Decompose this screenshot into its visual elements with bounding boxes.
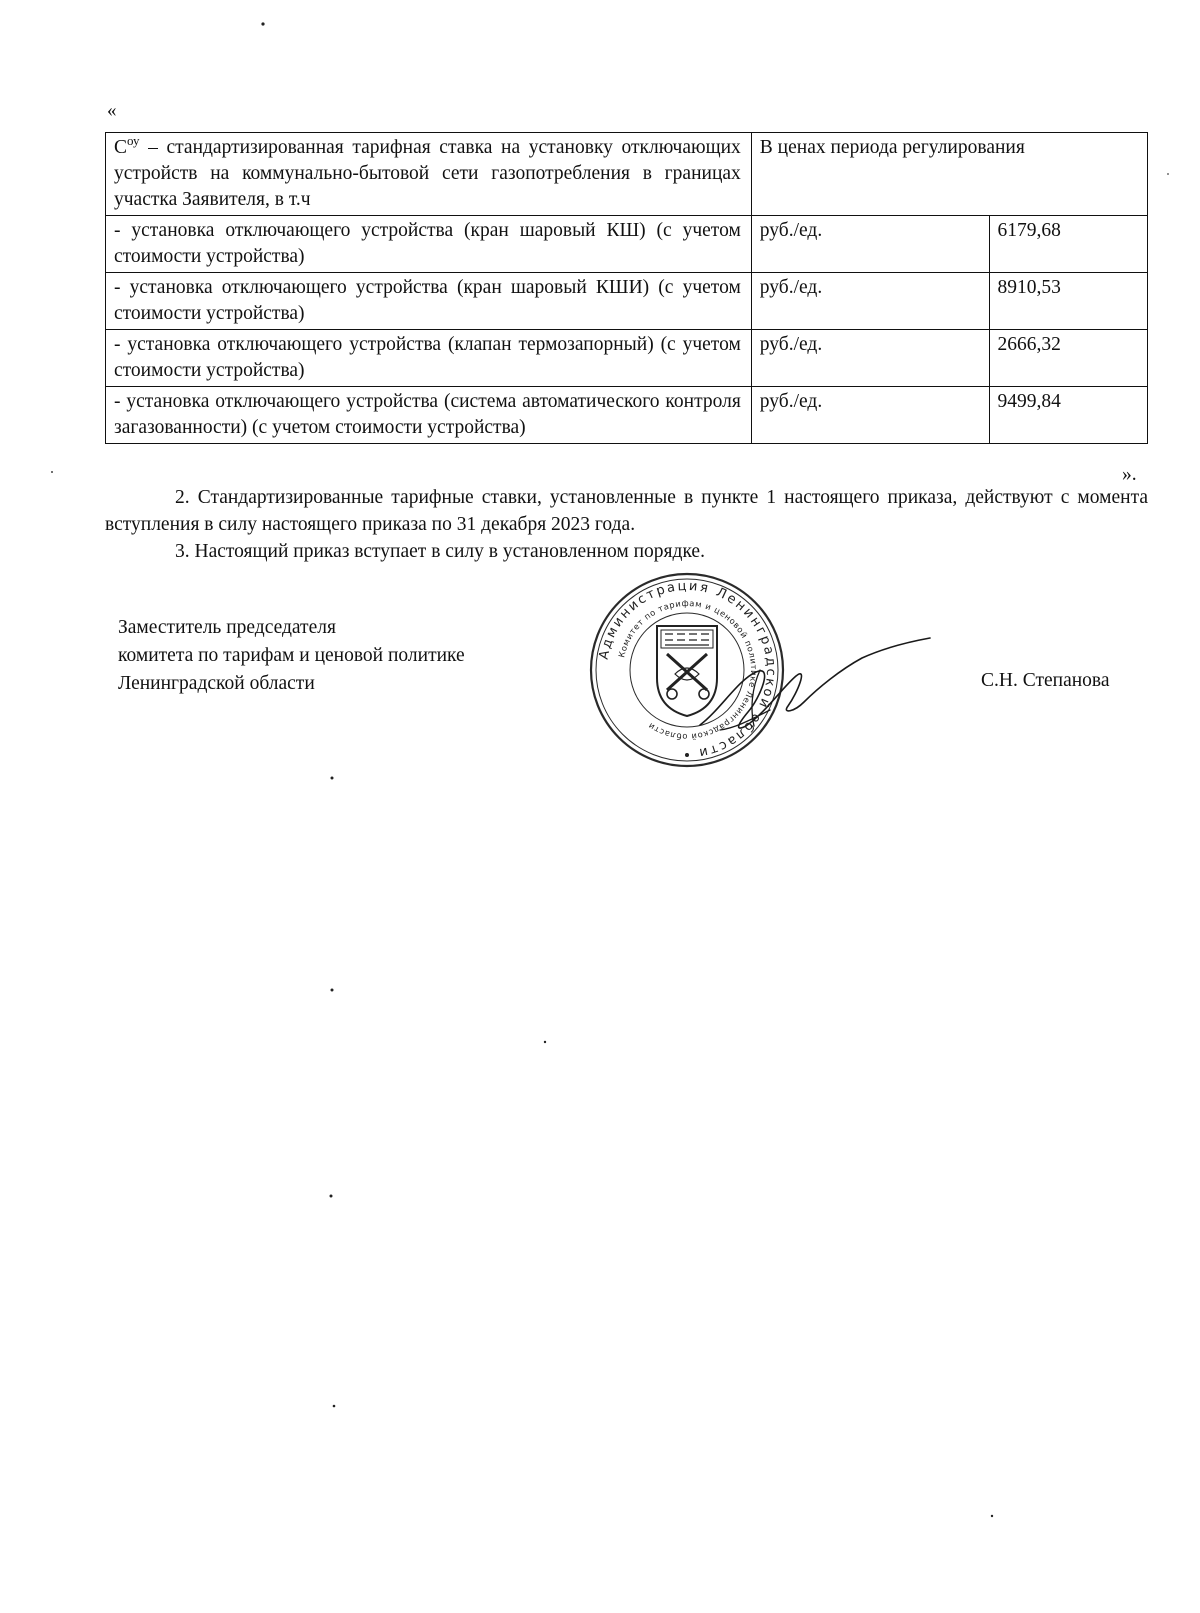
paragraph-2-effective-period: 2. Стандартизированные тарифные ставки, установленные в пункте 1 настоящего приказа, действуют с момента вступления в силу настоящего приказа по 31 декабря 2023 года. — [105, 487, 1148, 535]
table-header-row — [106, 133, 1148, 216]
signer-name: С.Н. Степанова — [981, 670, 1110, 691]
closing-quote-mark: ». — [1122, 464, 1137, 485]
table-row — [106, 216, 1148, 273]
signer-position — [118, 614, 465, 698]
row-value: 8910,53 — [989, 273, 1147, 330]
row-item-name: - установка отключающего устройства (кран шаровый КШ) (с учетом стоимости устройства) — [106, 216, 752, 273]
table-row — [106, 387, 1148, 444]
row-unit: руб./ед. — [751, 273, 989, 330]
row-unit: руб./ед. — [751, 216, 989, 273]
row-value: 6179,68 — [989, 216, 1147, 273]
stamp-inner-text: Комитет по тарифам и ценовой политике Ленинградской области — [616, 597, 760, 743]
rate-symbol: С — [114, 137, 128, 158]
table-row — [106, 330, 1148, 387]
price-basis-cell: В ценах периода регулирования — [751, 133, 1147, 216]
opening-quote-mark: « — [107, 100, 117, 121]
rate-description: – стандартизированная тарифная ставка на установку отключающих устройств на коммунально-бытовой сети газопотребления в границах участка Заявителя, в т.ч — [114, 137, 741, 210]
rate-description-cell — [106, 133, 752, 216]
row-item-name: - установка отключающего устройства (кран шаровый КШИ) (с учетом стоимости устройства) — [106, 273, 752, 330]
handwritten-signature — [690, 630, 940, 760]
paragraph-3-entry-into-force: 3. Настоящий приказ вступает в силу в установленном порядке. — [175, 541, 705, 562]
row-unit: руб./ед. — [751, 330, 989, 387]
tariff-rates-table — [105, 132, 1148, 444]
row-unit: руб./ед. — [751, 387, 989, 444]
signer-position-line: Заместитель председателя — [118, 617, 336, 638]
rate-symbol-superscript: оу — [127, 133, 140, 148]
signer-position-line: комитета по тарифам и ценовой политике — [118, 645, 465, 666]
table-row — [106, 273, 1148, 330]
row-value: 9499,84 — [989, 387, 1147, 444]
row-item-name: - установка отключающего устройства (клапан термозапорный) (с учетом стоимости устройства) — [106, 330, 752, 387]
row-item-name: - установка отключающего устройства (система автоматического контроля загазованности) (с учетом стоимости устройства) — [106, 387, 752, 444]
row-value: 2666,32 — [989, 330, 1147, 387]
stamp-outer-text: Администрация Ленинградской области — [596, 578, 779, 761]
signer-position-line: Ленинградской области — [118, 673, 315, 694]
